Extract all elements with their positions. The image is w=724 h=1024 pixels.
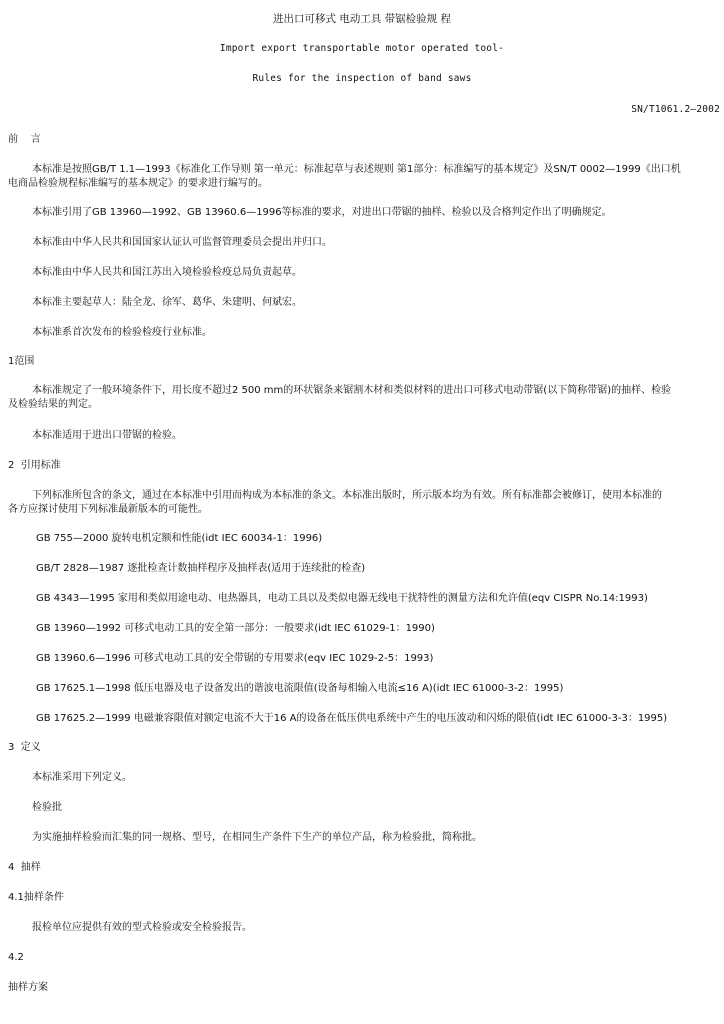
foreword-paragraph-1-line-1: 本标准是按照GB/T 1.1—1993《标准化工作导则 第一单元：标准起草与表述规则 第1部分：标准编写的基本规定》及SN/T 0002—1999《出口机 [32, 164, 681, 175]
definitions-paragraph: 本标准采用下列定义。 [32, 772, 132, 783]
sampling-heading: 4 抽样 [8, 862, 41, 873]
reference-item: GB 17625.2—1999 电磁兼容限值对额定电流不大于16 A的设备在低压供电系统中产生的电压波动和闪烁的限值(idt IEC 61000-3-3：1995) [36, 713, 668, 724]
document-title-cn: 进出口可移式 电动工具 带锯检验规 程 [272, 13, 451, 25]
sampling-conditions-text: 报检单位应提供有效的型式检验或安全检验报告。 [32, 922, 252, 933]
reference-item: GB 13960.6—1996 可移式电动工具的安全带锯的专用要求(eqv IEC 1029-2-5：1993) [36, 653, 434, 664]
definitions-heading: 3 定义 [8, 742, 41, 753]
foreword-paragraph-5: 本标准主要起草人：陆全龙、徐军、葛华、朱建明、何斌宏。 [32, 297, 302, 308]
definition-text: 为实施抽样检验而汇集的同一规格、型号，在相同生产条件下生产的单位产品，称为检验批，简称批。 [32, 832, 482, 843]
foreword-paragraph-1-line-2: 电商品检验规程标准编写的基本规定》的要求进行编写的。 [8, 178, 268, 189]
reference-item: GB 17625.1—1998 低压电器及电子设备发出的谐波电流限值(设备每相输入电流≤16 A)(idt IEC 61000-3-2：1995) [36, 683, 564, 694]
scope-paragraph-1-line-2: 及检验结果的判定。 [8, 399, 98, 410]
reference-item: GB/T 2828—1987 逐批检查计数抽样程序及抽样表(适用于连续批的检查) [36, 563, 366, 574]
reference-item: GB 13960—1992 可移式电动工具的安全第一部分：一般要求(idt IEC 61029-1：1990) [36, 623, 435, 634]
scope-heading: 1范围 [8, 356, 35, 367]
foreword-paragraph-6: 本标准系首次发布的检验检疫行业标准。 [32, 327, 212, 338]
scope-paragraph-2: 本标准适用于进出口带锯的检验。 [32, 430, 182, 441]
sampling-conditions-heading: 4.1抽样条件 [8, 892, 64, 903]
foreword-paragraph-3: 本标准由中华人民共和国国家认证认可监督管理委员会提出并归口。 [32, 237, 332, 248]
document-title-en-line2: Rules for the inspection of band saws [252, 73, 472, 84]
references-intro-line-1: 下列标准所包含的条文，通过在本标准中引用而构成为本标准的条文。本标准出版时，所示版本均为有效。所有标准都会被修订，使用本标准的 [32, 490, 662, 501]
reference-item: GB 755—2000 旋转电机定额和性能(idt IEC 60034-1：1996) [36, 533, 323, 544]
standard-number: SN/T1061.2—2002 [631, 104, 720, 115]
document-title-en-line1: Import export transportable motor operated tool- [219, 43, 505, 54]
sampling-plan-number: 4.2 [8, 952, 24, 963]
sampling-plan-title: 抽样方案 [8, 982, 48, 993]
reference-item: GB 4343—1995 家用和类似用途电动、电热器具，电动工具以及类似电器无线电干扰特性的测量方法和允许值(eqv CISPR No.14:1993) [36, 593, 648, 604]
foreword-paragraph-4: 本标准由中华人民共和国江苏出入境检验检疫总局负责起草。 [32, 267, 302, 278]
scope-paragraph-1-line-1: 本标准规定了一般环境条件下，用长度不超过2 500 mm的环状锯条来锯割木材和类似材料的进出口可移式电动带锯(以下简称带锯)的抽样、检验 [32, 385, 672, 396]
references-heading: 2 引用标准 [8, 460, 61, 471]
foreword-paragraph-2: 本标准引用了GB 13960—1992、GB 13960.6—1996等标准的要求，对进出口带锯的抽样、检验以及合格判定作出了明确规定。 [32, 207, 612, 218]
foreword-heading: 前 言 [8, 134, 41, 145]
definition-term: 检验批 [32, 802, 62, 813]
references-intro-line-2: 各方应探讨使用下列标准最新版本的可能性。 [8, 504, 208, 515]
